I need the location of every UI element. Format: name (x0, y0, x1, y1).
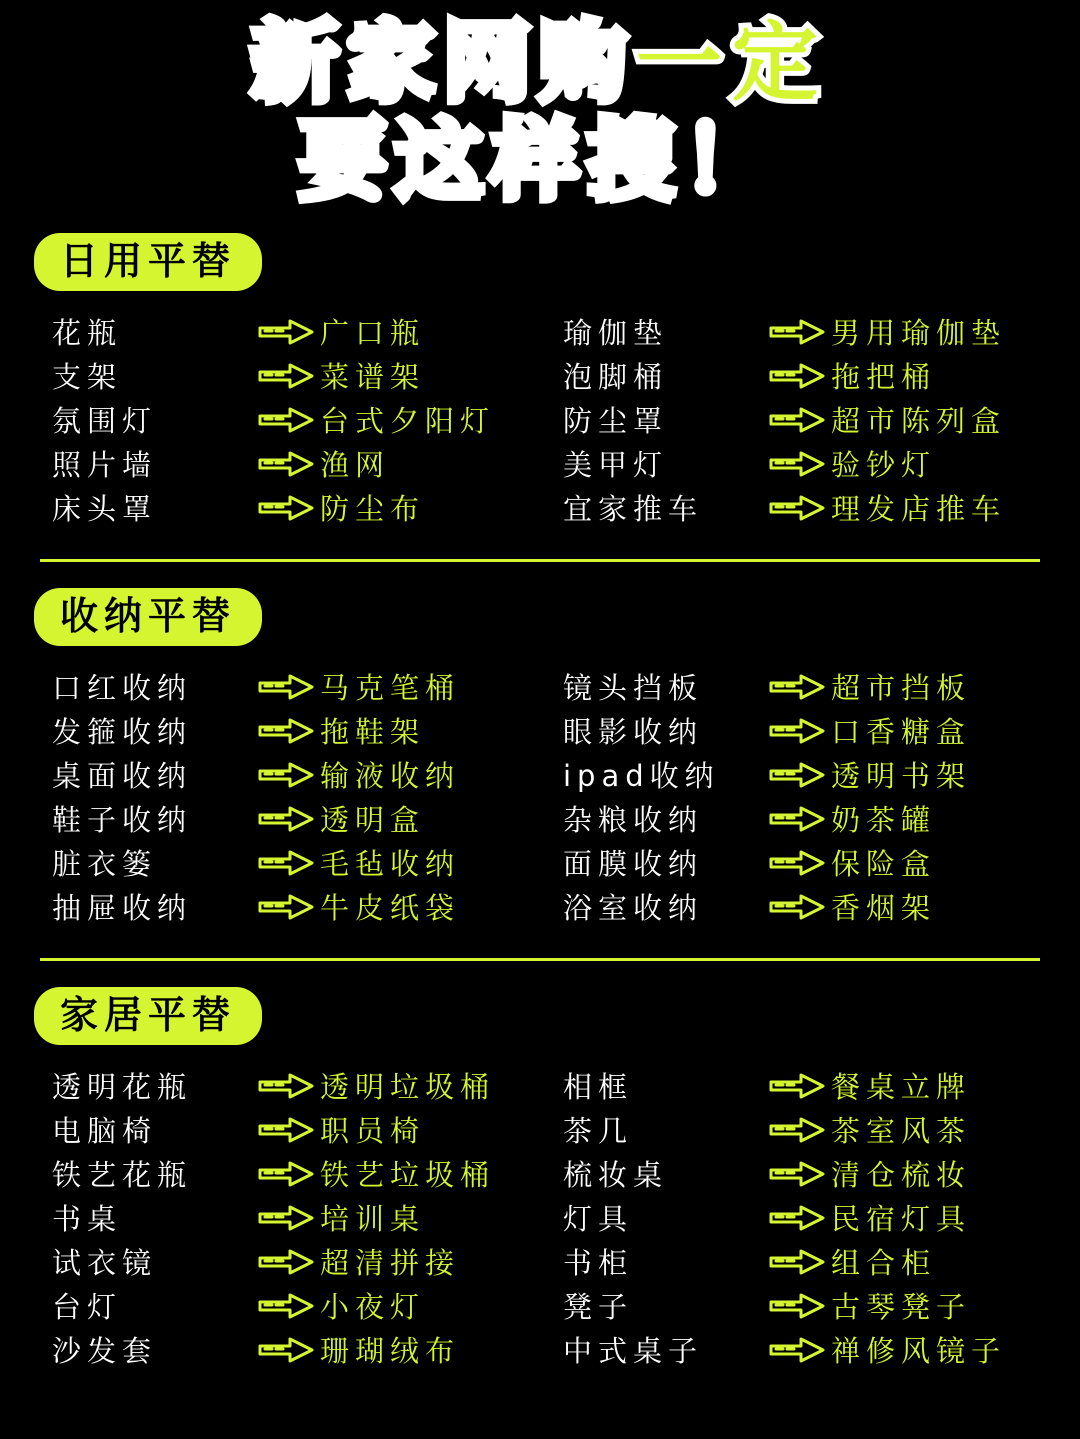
original-term: 照片墙 (52, 448, 158, 483)
replacement-term: 拖把桶 (831, 360, 937, 395)
arrow-right-icon (763, 495, 831, 521)
original-term: 眼影收纳 (563, 715, 704, 750)
list-item (52, 1287, 553, 1325)
replacement-term: 民宿灯具 (831, 1202, 972, 1237)
original-term: 铁艺花瓶 (52, 1158, 193, 1193)
column-right (553, 668, 1054, 932)
arrow-right-icon (258, 674, 314, 700)
arrow-right-icon (258, 1117, 314, 1143)
arrow-right-icon (252, 319, 320, 345)
arrow-right-icon (252, 850, 320, 876)
section-columns (0, 668, 1080, 932)
arrow-right-icon (258, 1337, 314, 1363)
arrow-right-icon (258, 1161, 314, 1187)
arrow-right-icon (258, 762, 314, 788)
arrow-right-icon (252, 806, 320, 832)
list-item (52, 1155, 553, 1193)
original-term: 浴室收纳 (563, 891, 704, 926)
original-term: 桌面收纳 (52, 759, 193, 794)
list-item (563, 357, 1054, 395)
replacement-term: 渔网 (320, 448, 391, 483)
replacement-term: 培训桌 (320, 1202, 426, 1237)
list-item (52, 1199, 553, 1237)
column-left (52, 313, 553, 533)
arrow-right-icon (763, 1249, 831, 1275)
replacement-term: 马克笔桶 (320, 671, 461, 706)
original-term: 台灯 (52, 1290, 123, 1325)
arrow-right-icon (769, 1249, 825, 1275)
arrow-right-icon (252, 1117, 320, 1143)
original-term: 口红收纳 (52, 671, 193, 706)
list-item (563, 1199, 1054, 1237)
replacement-term: 超市陈列盒 (831, 404, 1007, 439)
arrow-right-icon (252, 1161, 320, 1187)
arrow-right-icon (763, 674, 831, 700)
list-item (563, 668, 1054, 706)
original-term: 茶几 (563, 1114, 634, 1149)
list-item (52, 712, 553, 750)
original-term: 灯具 (563, 1202, 634, 1237)
original-term: 床头罩 (52, 492, 158, 527)
arrow-right-icon (769, 894, 825, 920)
arrow-right-icon (252, 1337, 320, 1363)
list-item (563, 1287, 1054, 1325)
section-3 (0, 987, 1080, 1375)
list-item (563, 1111, 1054, 1149)
replacement-term: 古琴凳子 (831, 1290, 972, 1325)
section-divider (40, 559, 1040, 562)
arrow-right-icon (258, 407, 314, 433)
replacement-term: 超清拼接 (320, 1246, 461, 1281)
title-line-1-main: 新家网购 (252, 13, 636, 113)
original-term: 美甲灯 (563, 448, 669, 483)
replacement-term: 珊瑚绒布 (320, 1334, 461, 1369)
original-term: 宜家推车 (563, 492, 704, 527)
original-term: 支架 (52, 360, 123, 395)
replacement-term: 清仓梳妆 (831, 1158, 972, 1193)
arrow-right-icon (769, 319, 825, 345)
arrow-right-icon (763, 319, 831, 345)
replacement-term: 男用瑜伽垫 (831, 316, 1007, 351)
section-1 (0, 233, 1080, 533)
arrow-right-icon (252, 674, 320, 700)
column-right (553, 313, 1054, 533)
arrow-right-icon (252, 1073, 320, 1099)
arrow-right-icon (258, 894, 314, 920)
replacement-term: 餐桌立牌 (831, 1070, 972, 1105)
list-item (563, 800, 1054, 838)
replacement-term: 验钞灯 (831, 448, 937, 483)
arrow-right-icon (769, 850, 825, 876)
arrow-right-icon (258, 451, 314, 477)
original-term: 氛围灯 (52, 404, 158, 439)
section-divider (40, 958, 1040, 961)
original-term: 试衣镜 (52, 1246, 158, 1281)
section-heading-label: 收纳平替 (60, 593, 237, 638)
arrow-right-icon (763, 894, 831, 920)
original-term: 鞋子收纳 (52, 803, 193, 838)
list-item (52, 1331, 553, 1369)
title-line-1-accent: 一定 (636, 13, 828, 113)
replacement-term: 广口瓶 (320, 316, 426, 351)
arrow-right-icon (769, 1117, 825, 1143)
original-term: 凳子 (563, 1290, 634, 1325)
replacement-term: 防尘布 (320, 492, 426, 527)
list-item (52, 357, 553, 395)
list-item (563, 445, 1054, 483)
original-term: 脏衣篓 (52, 847, 158, 882)
original-term: 发箍收纳 (52, 715, 193, 750)
arrow-right-icon (763, 850, 831, 876)
list-item (563, 888, 1054, 926)
title-line-2: 要这样搜！ (300, 111, 780, 212)
arrow-right-icon (763, 407, 831, 433)
list-item (52, 1243, 553, 1281)
list-item (52, 800, 553, 838)
arrow-right-icon (763, 1161, 831, 1187)
replacement-term: 禅修风镜子 (831, 1334, 1007, 1369)
arrow-right-icon (258, 1205, 314, 1231)
replacement-term: 拖鞋架 (320, 715, 426, 750)
section-heading-label: 日用平替 (60, 238, 237, 283)
title-line-1 (0, 13, 1080, 113)
arrow-right-icon (252, 1205, 320, 1231)
original-term: 花瓶 (52, 316, 123, 351)
original-term: 防尘罩 (563, 404, 669, 439)
arrow-right-icon (763, 363, 831, 389)
replacement-term: 香烟架 (831, 891, 937, 926)
replacement-term: 输液收纳 (320, 759, 461, 794)
arrow-right-icon (769, 762, 825, 788)
original-term: 泡脚桶 (563, 360, 669, 395)
section-heading-pill (34, 233, 262, 291)
replacement-term: 奶茶罐 (831, 803, 937, 838)
replacement-term: 超市挡板 (831, 671, 972, 706)
replacement-term: 茶室风茶 (831, 1114, 972, 1149)
arrow-right-icon (769, 1293, 825, 1319)
arrow-right-icon (258, 1293, 314, 1319)
arrow-right-icon (769, 1073, 825, 1099)
arrow-right-icon (769, 806, 825, 832)
column-left (52, 1067, 553, 1375)
sections-container (0, 233, 1080, 1375)
replacement-term: 透明盒 (320, 803, 426, 838)
original-term: 电脑椅 (52, 1114, 158, 1149)
replacement-term: 菜谱架 (320, 360, 426, 395)
list-item (563, 1155, 1054, 1193)
list-item (563, 756, 1054, 794)
arrow-right-icon (258, 806, 314, 832)
arrow-right-icon (763, 1205, 831, 1231)
original-term: 镜头挡板 (563, 671, 704, 706)
column-left (52, 668, 553, 932)
arrow-right-icon (769, 451, 825, 477)
section-2 (0, 588, 1080, 932)
list-item (563, 1067, 1054, 1105)
arrow-right-icon (763, 451, 831, 477)
original-term: 面膜收纳 (563, 847, 704, 882)
original-term: ipad收纳 (563, 759, 720, 794)
arrow-right-icon (252, 718, 320, 744)
section-heading-pill (34, 588, 262, 646)
arrow-right-icon (769, 1337, 825, 1363)
original-term: 中式桌子 (563, 1334, 704, 1369)
arrow-right-icon (258, 495, 314, 521)
original-term: 沙发套 (52, 1334, 158, 1369)
arrow-right-icon (769, 1161, 825, 1187)
arrow-right-icon (252, 407, 320, 433)
list-item (52, 1067, 553, 1105)
replacement-term: 小夜灯 (320, 1290, 426, 1325)
arrow-right-icon (763, 718, 831, 744)
list-item (563, 1331, 1054, 1369)
replacement-term: 铁艺垃圾桶 (320, 1158, 496, 1193)
arrow-right-icon (258, 363, 314, 389)
list-item (563, 489, 1054, 527)
arrow-right-icon (252, 363, 320, 389)
arrow-right-icon (769, 1205, 825, 1231)
replacement-term: 保险盒 (831, 847, 937, 882)
section-columns (0, 1067, 1080, 1375)
replacement-term: 毛毡收纳 (320, 847, 461, 882)
original-term: 书柜 (563, 1246, 634, 1281)
column-right (553, 1067, 1054, 1375)
arrow-right-icon (252, 762, 320, 788)
list-item (52, 489, 553, 527)
list-item (563, 844, 1054, 882)
list-item (52, 888, 553, 926)
arrow-right-icon (252, 894, 320, 920)
arrow-right-icon (763, 806, 831, 832)
list-item (52, 756, 553, 794)
original-term: 透明花瓶 (52, 1070, 193, 1105)
arrow-right-icon (769, 718, 825, 744)
replacement-term: 牛皮纸袋 (320, 891, 461, 926)
arrow-right-icon (763, 1293, 831, 1319)
replacement-term: 理发店推车 (831, 492, 1007, 527)
arrow-right-icon (769, 495, 825, 521)
list-item (52, 313, 553, 351)
original-term: 书桌 (52, 1202, 123, 1237)
original-term: 瑜伽垫 (563, 316, 669, 351)
section-columns (0, 313, 1080, 533)
arrow-right-icon (763, 1337, 831, 1363)
replacement-term: 组合柜 (831, 1246, 937, 1281)
section-heading-pill (34, 987, 262, 1045)
list-item (52, 401, 553, 439)
list-item (52, 668, 553, 706)
arrow-right-icon (763, 1117, 831, 1143)
arrow-right-icon (252, 1249, 320, 1275)
arrow-right-icon (252, 451, 320, 477)
arrow-right-icon (769, 674, 825, 700)
list-item (563, 1243, 1054, 1281)
list-item (52, 844, 553, 882)
arrow-right-icon (258, 850, 314, 876)
list-item (563, 313, 1054, 351)
list-item (52, 445, 553, 483)
list-item (563, 401, 1054, 439)
original-term: 抽屉收纳 (52, 891, 193, 926)
replacement-term: 透明垃圾桶 (320, 1070, 496, 1105)
list-item (563, 712, 1054, 750)
list-item (52, 1111, 553, 1149)
replacement-term: 职员椅 (320, 1114, 426, 1149)
poster-title (0, 0, 1080, 212)
replacement-term: 台式夕阳灯 (320, 404, 496, 439)
original-term: 梳妆桌 (563, 1158, 669, 1193)
replacement-term: 口香糖盒 (831, 715, 972, 750)
arrow-right-icon (258, 718, 314, 744)
arrow-right-icon (258, 319, 314, 345)
section-heading-label: 家居平替 (60, 992, 237, 1037)
arrow-right-icon (252, 495, 320, 521)
replacement-term: 透明书架 (831, 759, 972, 794)
original-term: 相框 (563, 1070, 634, 1105)
arrow-right-icon (258, 1073, 314, 1099)
arrow-right-icon (763, 1073, 831, 1099)
original-term: 杂粮收纳 (563, 803, 704, 838)
arrow-right-icon (769, 407, 825, 433)
arrow-right-icon (258, 1249, 314, 1275)
arrow-right-icon (769, 363, 825, 389)
arrow-right-icon (763, 762, 831, 788)
arrow-right-icon (252, 1293, 320, 1319)
